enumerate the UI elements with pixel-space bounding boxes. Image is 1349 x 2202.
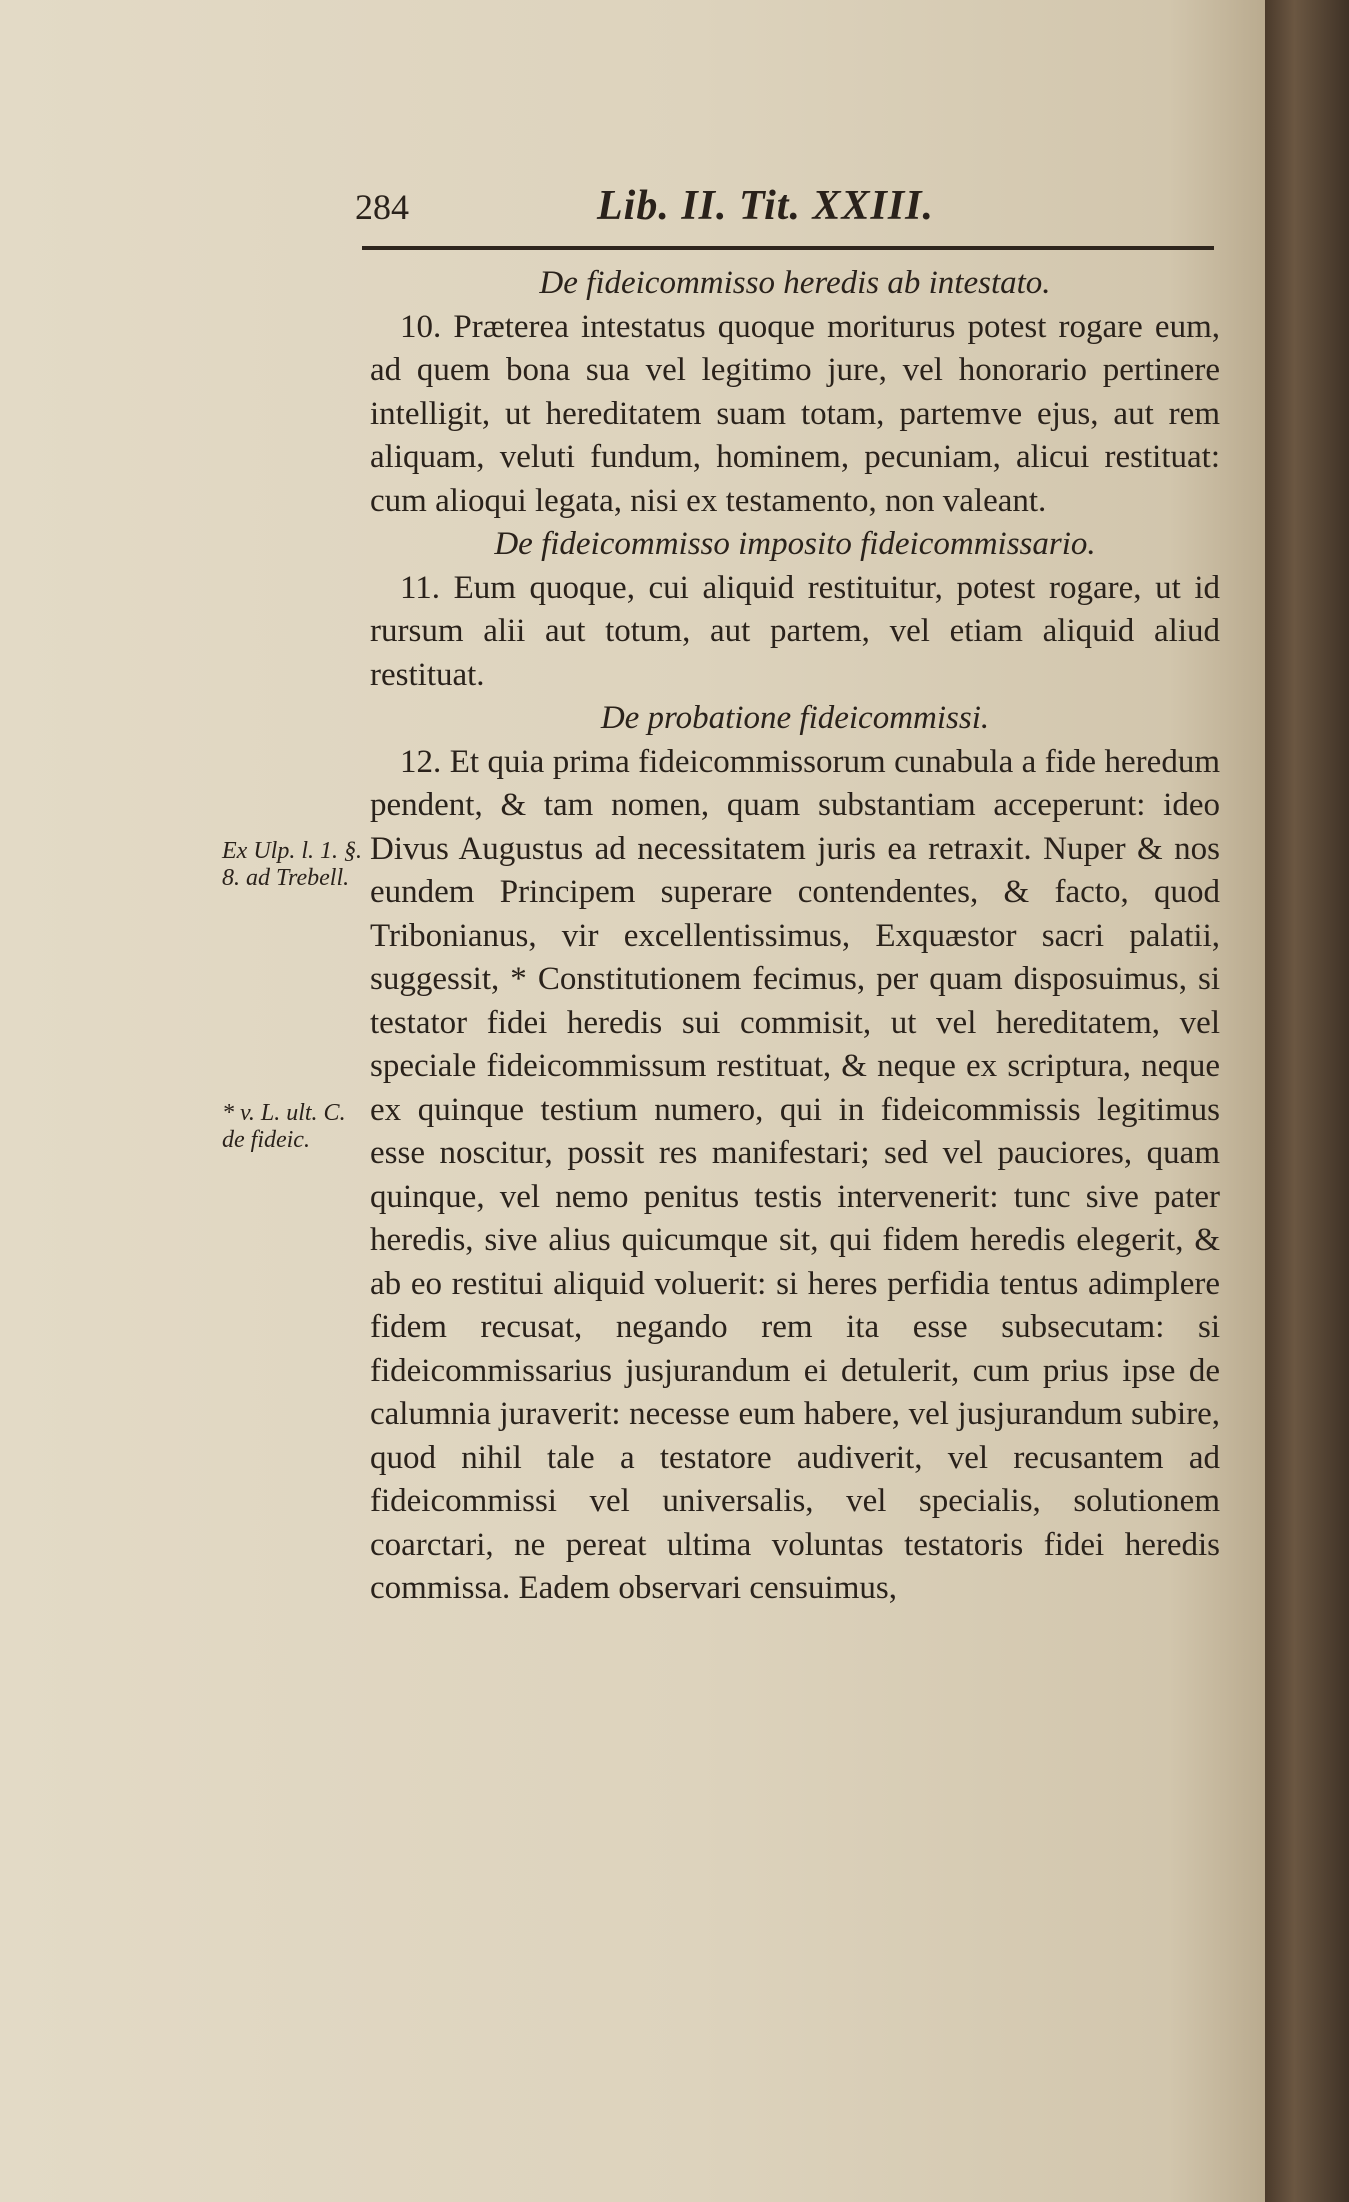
body-text xyxy=(370,262,1220,1611)
paragraph: 12. Et quia prima fideicommissorum cunabula a fide heredum pendent, & tam nomen, quam substantiam acceperunt: ideo Divus Augustus ad necessitatem juris ea retraxit. Nuper & nos eundem Principem superare contendentes, & facto, quod Tribonianus, vir excellentissimus, Exquæstor sacri palatii, suggessit, * Constitutionem fecimus, per quam disposuimus, si testator fidei heredis sui commisit, ut vel hereditatem, vel speciale fideicommissum restituat, & neque ex scriptura, neque ex quinque testium numero, qui in fideicommissis legitimus esse noscitur, possit res manifestari; sed vel pauciores, quam quinque, vel nemo penitus testis intervenerit: tunc sive pater heredis, sive alius quicumque sit, qui fidem heredis elegerit, & ab eo restitui aliquid voluerit: si heres perfidia tentus adimplere fidem recusat, negando rem ita esse subsecutam: si fideicommissarius jusjurandum ei detulerit, cum prius ipse de calumnia juraverit: necesse eum habere, vel jusjurandum subire, quod nihil tale a testatore audiverit, vel recusantem ad fideicommissi vel universalis, vel specialis, solutionem coarctari, ne pereat ultima voluntas testatoris fidei heredis commissa. Eadem observari censuimus, xyxy=(370,743,1220,1606)
book-gutter xyxy=(1265,0,1349,2202)
section-heading: De fideicommisso imposito fideicommissario. xyxy=(494,526,1096,562)
header-rule xyxy=(362,246,1214,250)
page-header xyxy=(355,180,1215,240)
page-number: 284 xyxy=(355,187,409,227)
paragraph: 11. Eum quoque, cui aliquid restituitur, potest rogare, ut id rursum alii aut totum, aut partem, vel etiam aliquid aliud restituat. xyxy=(370,569,1220,693)
running-title: Lib. II. Tit. XXIII. xyxy=(597,183,935,229)
section-heading: De probatione fideicommissi. xyxy=(600,700,990,736)
margin-note: Ex Ulp. l. 1. §. 8. ad Trebell. xyxy=(222,838,362,891)
section-heading: De fideicommisso heredis ab intestato. xyxy=(539,265,1051,301)
margin-note: * v. L. ult. C. de fideic. xyxy=(222,1100,346,1153)
paragraph: 10. Præterea intestatus quoque moriturus potest rogare eum, ad quem bona sua vel legitimo jure, vel honorario pertinere intelligit, ut hereditatem suam totam, partemve ejus, aut rem aliquam, veluti fundum, hominem, pecuniam, alicui restituat: cum alioqui legata, nisi ex testamento, non valeant. xyxy=(370,308,1220,519)
